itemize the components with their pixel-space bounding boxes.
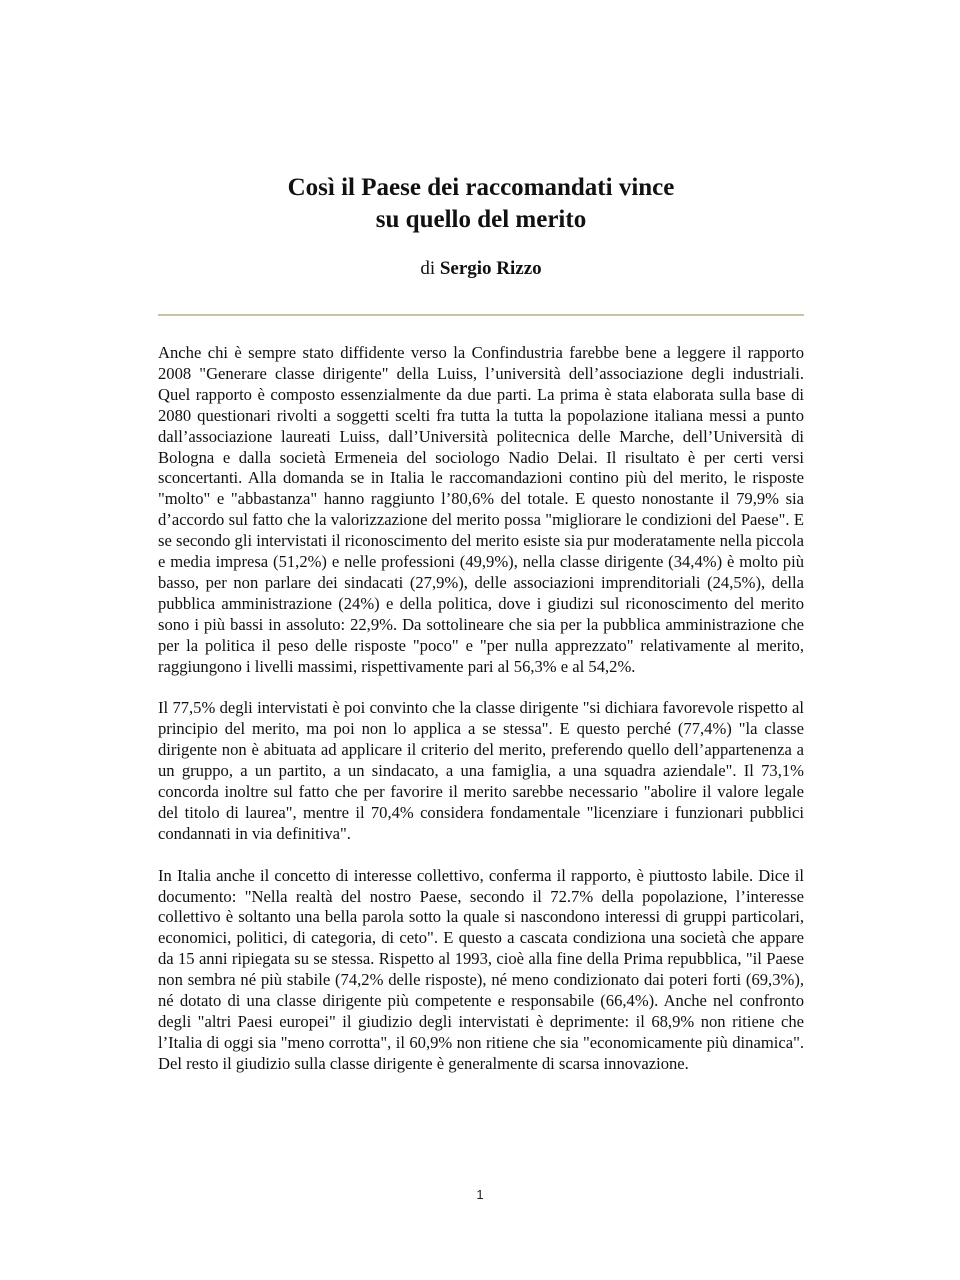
article-title-line-2: su quello del merito	[375, 206, 587, 233]
byline	[158, 256, 804, 282]
body-paragraph-2: Il 77,5% degli intervistati è poi convinto che la classe dirigente "si dichiara favorevole rispetto al principio del merito, ma poi non lo applica a se stessa". E questo perché (77,4%) "la classe dirigente non è abituata ad applicare il criterio del merito, preferendo quello dell’appartenenza a un gruppo, a un partito, a un sindacato, a una famiglia, a una squadra aziendale". Il 73,1% concorda inoltre sul fatto che per favorire il merito sarebbe necessario "abolire il valore legale del titolo di laurea", mentre il 70,4% considera fondamentale "licenziare i funzionari pubblici condannati in via definitiva".	[158, 698, 804, 843]
article-body	[158, 343, 804, 1075]
page-number: 1	[476, 1187, 484, 1202]
body-paragraph-1: Anche chi è sempre stato diffidente verso la Confindustria farebbe bene a leggere il rapporto 2008 "Generare classe dirigente" della Luiss, l’università dell’associazione degli industriali. Quel rapporto è composto essenzialmente da due parti. La prima è stata elaborata sulla base di 2080 questionari rivolti a soggetti scelti fra tutta la tutta la popolazione italiana messi a punto dall’associazione laureati Luiss, dall’Università politecnica delle Marche, dell’Università di Bologna e dalla società Ermeneia del sociologo Nadio Delai. Il risultato è per certi versi sconcertanti. Alla domanda se in Italia le raccomandazioni contino più del merito, le risposte "molto" e "abbastanza" hanno raggiunto l’80,6% del totale. E questo nonostante il 79,9% sia d’accordo sul fatto che la valorizzazione del merito possa "migliorare le condizioni del Paese". E se secondo gli intervistati il riconoscimento del merito esiste sia pur moderatamente nella piccola e media impresa (51,2%) e nelle professioni (49,9%), nella classe dirigente (34,4%) è molto più basso, per non parlare dei sindacati (27,9%), delle associazioni imprenditoriali (24,5%), della pubblica amministrazione (24%) e della politica, dove i giudizi sul riconoscimento del merito sono i più bassi in assoluto: 22,9%. Da sottolineare che sia per la pubblica amministrazione che per la politica il peso delle risposte "poco" e "per nulla apprezzato" relativamente al merito, raggiungono i livelli massimi, rispettivamente pari al 56,3% e al 54,2%.	[158, 343, 804, 676]
title-divider	[158, 314, 804, 316]
author-name: Sergio Rizzo	[439, 258, 542, 279]
body-paragraph-3: In Italia anche il concetto di interesse collettivo, conferma il rapporto, è piuttosto labile. Dice il documento: "Nella realtà del nostro Paese, secondo il 72.7% della popolazione, l’interesse collettivo è soltanto una bella parola sotto la quale si nascondono interessi di gruppi particolari, economici, politici, di categoria, di ceto". E questo a cascata condiziona una società che appare da 15 anni ripiegata su se stessa. Rispetto al 1993, cioè alla fine della Prima repubblica, "il Paese non sembra né più stabile (74,2% delle risposte), né meno condizionato dai poteri forti (69,3%), né dotato di una classe dirigente più competente e responsabile (66,4%). Anche nel confronto degli "altri Paesi europei" il giudizio degli intervistati è deprimente: il 68,9% non ritiene che l’Italia di oggi sia "meno corrotta", il 60,9% non ritiene che sia "economicamente più dinamica". Del resto il giudizio sulla classe dirigente è generalmente di scarsa innovazione.	[158, 865, 804, 1073]
article-title-line-1: Così il Paese dei raccomandati vince	[287, 174, 675, 201]
byline-prefix: di	[420, 258, 436, 279]
article-title	[158, 172, 804, 236]
